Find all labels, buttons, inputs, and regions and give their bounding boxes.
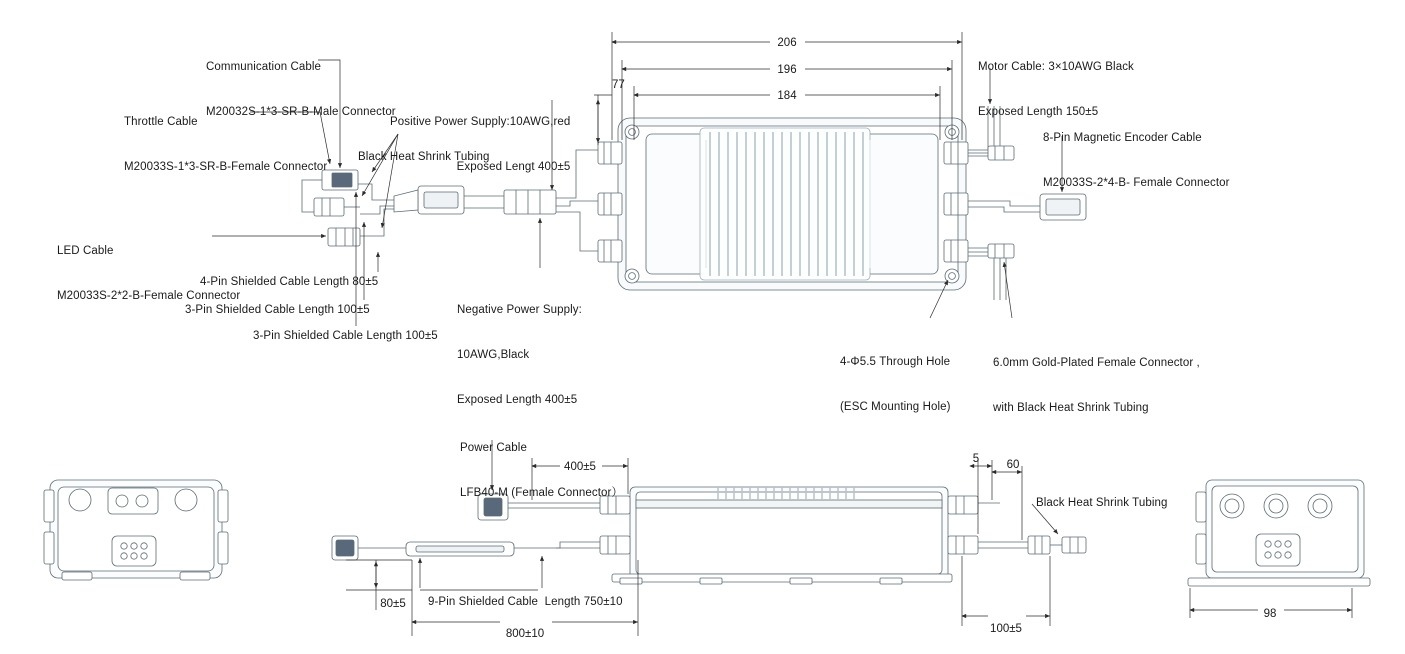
dimension-400: 400±5 <box>564 461 596 473</box>
label-positive-power-supply-line-1: Positive Power Supply:10AWG,red <box>390 116 571 128</box>
top-view-left-glands <box>598 142 622 262</box>
dimension-100: 100±5 <box>990 623 1022 635</box>
top-view-controller-body <box>618 118 966 290</box>
label-magnetic-encoder-cable <box>1043 101 1230 221</box>
dimension-5: 5 <box>972 453 980 465</box>
dimension-800: 800±10 <box>505 628 545 640</box>
label-power-cable-line-2: LFB40-M (Female Connector） <box>460 487 624 499</box>
label-black-heat-shrink-tubing-bottom: Black Heat Shrink Tubing <box>1036 497 1168 509</box>
left-side-view <box>44 480 228 580</box>
label-magnetic-encoder-cable-line-1: 8-Pin Magnetic Encoder Cable <box>1043 132 1202 144</box>
label-9-pin-shielded-cable: 9-Pin Shielded Cable Length 750±10 <box>428 596 623 608</box>
top-view-right-glands <box>944 142 968 262</box>
label-through-hole-line-1: 4-Φ5.5 Through Hole <box>840 356 951 368</box>
dimension-60: 60 <box>1006 459 1020 471</box>
dimension-77: 77 <box>612 79 625 91</box>
label-negative-power-supply-line-1: Negative Power Supply: <box>457 304 582 316</box>
bottom-view-controller-body <box>612 487 952 584</box>
label-motor-cable-line-2: Exposed Length 150±5 <box>978 106 1099 118</box>
label-gold-plated-connector-line-1: 6.0mm Gold-Plated Female Connector , <box>993 357 1200 369</box>
dimension-196: 196 <box>777 64 797 76</box>
label-motor-cable-line-1: Motor Cable: 3×10AWG Black <box>978 61 1134 73</box>
label-magnetic-encoder-cable-line-2: M20033S-2*4-B- Female Connector <box>1043 177 1230 189</box>
label-3-pin-shielded-cable-2: 3-Pin Shielded Cable Length 100±5 <box>253 330 438 342</box>
label-negative-power-supply-line-2: 10AWG,Black <box>457 349 530 361</box>
dimension-206: 206 <box>777 37 797 49</box>
label-communication-cable-line-1: Communication Cable <box>206 61 322 73</box>
label-power-cable-line-1: Power Cable <box>460 442 527 454</box>
label-throttle-cable-line-2: M20033S-1*3-SR-B-Female Connector <box>124 161 328 173</box>
label-positive-power-supply-line-2: Exposed Lengt 400±5 <box>456 161 571 173</box>
label-throttle-cable-line-1: Throttle Cable <box>124 116 198 128</box>
dimension-80: 80±5 <box>380 598 406 610</box>
label-led-cable-line-2: M20033S-2*2-B-Female Connector <box>57 290 241 302</box>
dimension-98: 98 <box>1263 608 1277 620</box>
label-gold-plated-connector <box>993 326 1200 446</box>
label-communication-cable-line-2: M20032S-1*3-SR-B-Male Connector <box>206 106 396 118</box>
label-black-heat-shrink-tubing-top <box>358 120 490 195</box>
label-gold-plated-connector-line-2: with Black Heat Shrink Tubing <box>993 402 1149 414</box>
label-black-heat-shrink-tubing-top-line-1: Black Heat Shrink Tubing <box>358 151 490 163</box>
label-3-pin-shielded-cable-1: 3-Pin Shielded Cable Length 100±5 <box>185 304 370 316</box>
led-connector <box>328 228 360 246</box>
label-through-hole <box>840 325 951 445</box>
label-throttle-cable <box>124 85 327 205</box>
label-power-cable <box>460 411 623 531</box>
right-side-view <box>1188 480 1370 586</box>
label-through-hole-line-2: (ESC Mounting Hole) <box>840 401 951 413</box>
label-led-cable-line-1: LED Cable <box>57 245 114 257</box>
label-4-pin-shielded-cable: 4-Pin Shielded Cable Length 80±5 <box>200 276 379 288</box>
dimension-184: 184 <box>777 90 797 102</box>
label-negative-power-supply-line-3: Exposed Length 400±5 <box>457 394 578 406</box>
